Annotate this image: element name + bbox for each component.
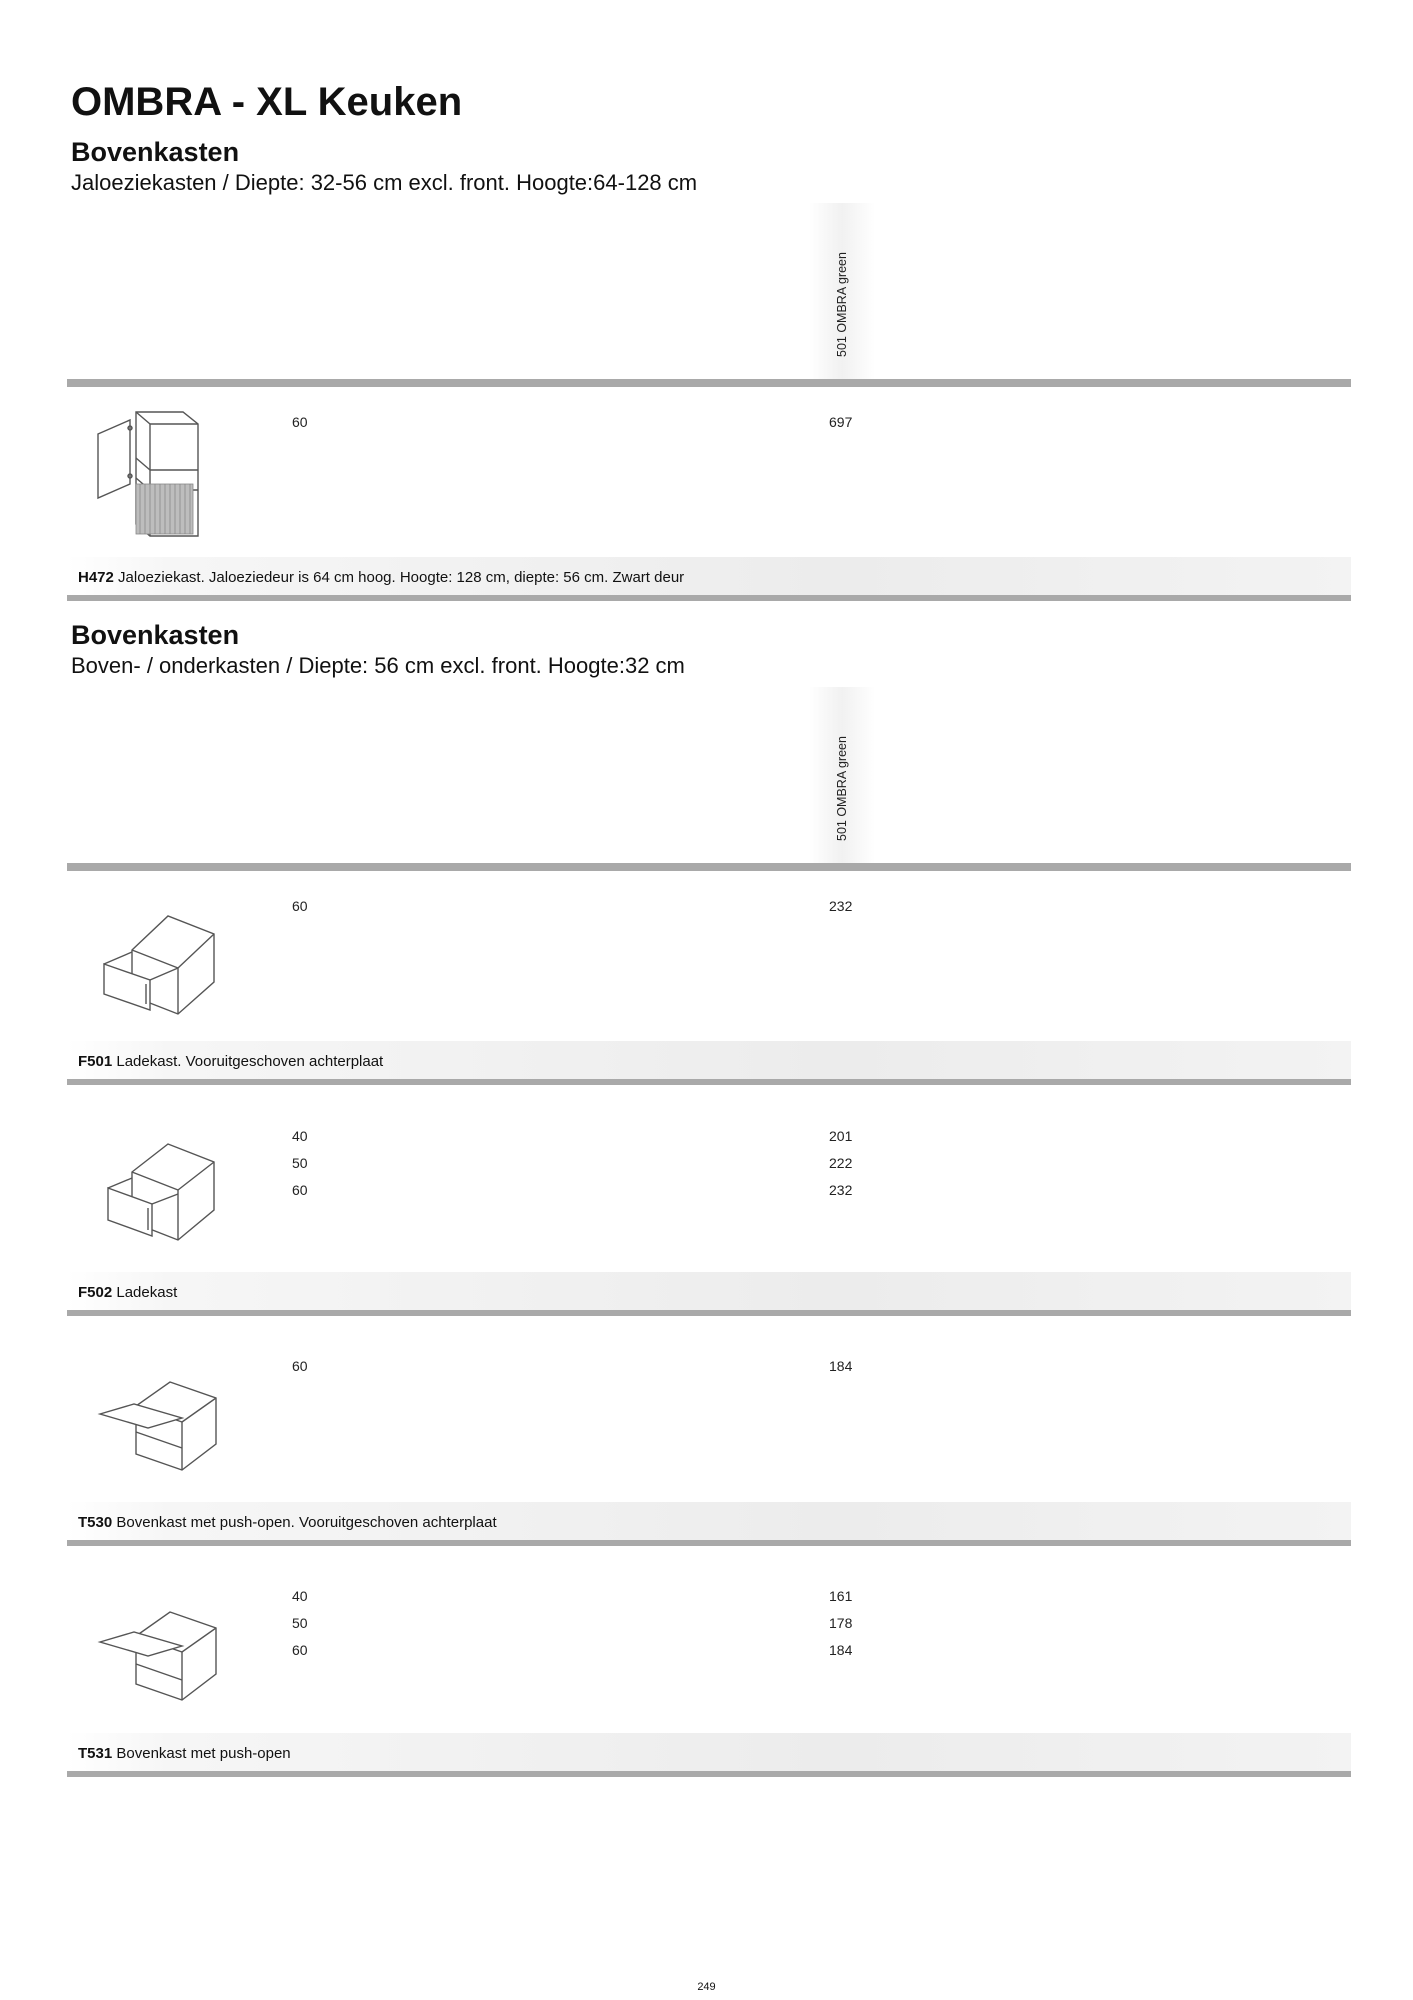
- price-column: [829, 1353, 852, 1380]
- item-description: Bovenkast met push-open: [116, 1745, 291, 1762]
- item-code: F501: [78, 1053, 113, 1070]
- width-value: 50: [292, 1615, 308, 1631]
- width-value: 60: [292, 1642, 308, 1658]
- drawer-cabinet-icon: [90, 1122, 230, 1262]
- column-header: [809, 203, 875, 379]
- item-description: Ladekast: [116, 1284, 178, 1301]
- item-description: Jaloeziekast. Jaloeziedeur is 64 cm hoog. Hoogte: 128 cm, diepte: 56 cm. Zwart deur: [118, 569, 685, 586]
- width-value: 60: [292, 1358, 308, 1374]
- item-description-bar: [67, 1272, 1351, 1316]
- drawer-cabinet-icon: [90, 890, 230, 1030]
- flap-cabinet-icon: [90, 1352, 230, 1492]
- width-value: 40: [292, 1588, 308, 1604]
- column-header: [809, 687, 875, 863]
- price-column: [829, 893, 852, 920]
- section-subtitle: Boven- / onderkasten / Diepte: 56 cm excl. front. Hoogte:32 cm: [71, 653, 685, 678]
- price-value: 232: [829, 1182, 853, 1198]
- page-title: OMBRA - XL Keuken: [71, 80, 463, 124]
- price-value: 184: [829, 1642, 853, 1658]
- item-description-bar: [67, 1733, 1351, 1777]
- item-description-bar: [67, 1502, 1351, 1546]
- item-code: T530: [78, 1514, 113, 1531]
- column-header-label: 501 OMBRA green: [835, 252, 849, 357]
- section-title: Bovenkasten: [71, 620, 240, 650]
- price-column: [829, 409, 852, 436]
- width-column: [292, 1583, 308, 1664]
- price-value: 161: [829, 1588, 853, 1604]
- width-value: 60: [292, 898, 308, 914]
- table-header-bar: [67, 863, 1351, 871]
- column-header-label: 501 OMBRA green: [835, 736, 849, 841]
- tall-cabinet-icon: [90, 398, 230, 538]
- price-column: [829, 1583, 852, 1664]
- price-value: 184: [829, 1358, 853, 1374]
- price-value: 222: [829, 1155, 853, 1171]
- item-description: Ladekast. Vooruitgeschoven achterplaat: [116, 1053, 384, 1070]
- item-description: Bovenkast met push-open. Vooruitgeschoven achterplaat: [116, 1514, 497, 1531]
- price-value: 232: [829, 898, 853, 914]
- width-column: [292, 1353, 308, 1380]
- width-value: 40: [292, 1128, 308, 1144]
- width-column: [292, 409, 308, 436]
- page-number: 249: [697, 1981, 716, 1993]
- width-value: 60: [292, 414, 308, 430]
- item-description-bar: [67, 557, 1351, 601]
- price-column: [829, 1123, 852, 1204]
- item-description-bar: [67, 1041, 1351, 1085]
- section-subtitle: Jaloeziekasten / Diepte: 32-56 cm excl. front. Hoogte:64-128 cm: [71, 170, 698, 195]
- flap-cabinet-icon: [90, 1582, 230, 1722]
- section-title: Bovenkasten: [71, 137, 240, 167]
- price-value: 697: [829, 414, 853, 430]
- width-value: 50: [292, 1155, 308, 1171]
- table-header-bar: [67, 379, 1351, 387]
- width-column: [292, 1123, 308, 1204]
- width-value: 60: [292, 1182, 308, 1198]
- item-code: F502: [78, 1284, 113, 1301]
- width-column: [292, 893, 308, 920]
- item-code: T531: [78, 1745, 113, 1762]
- item-code: H472: [78, 569, 114, 586]
- price-value: 201: [829, 1128, 853, 1144]
- price-value: 178: [829, 1615, 853, 1631]
